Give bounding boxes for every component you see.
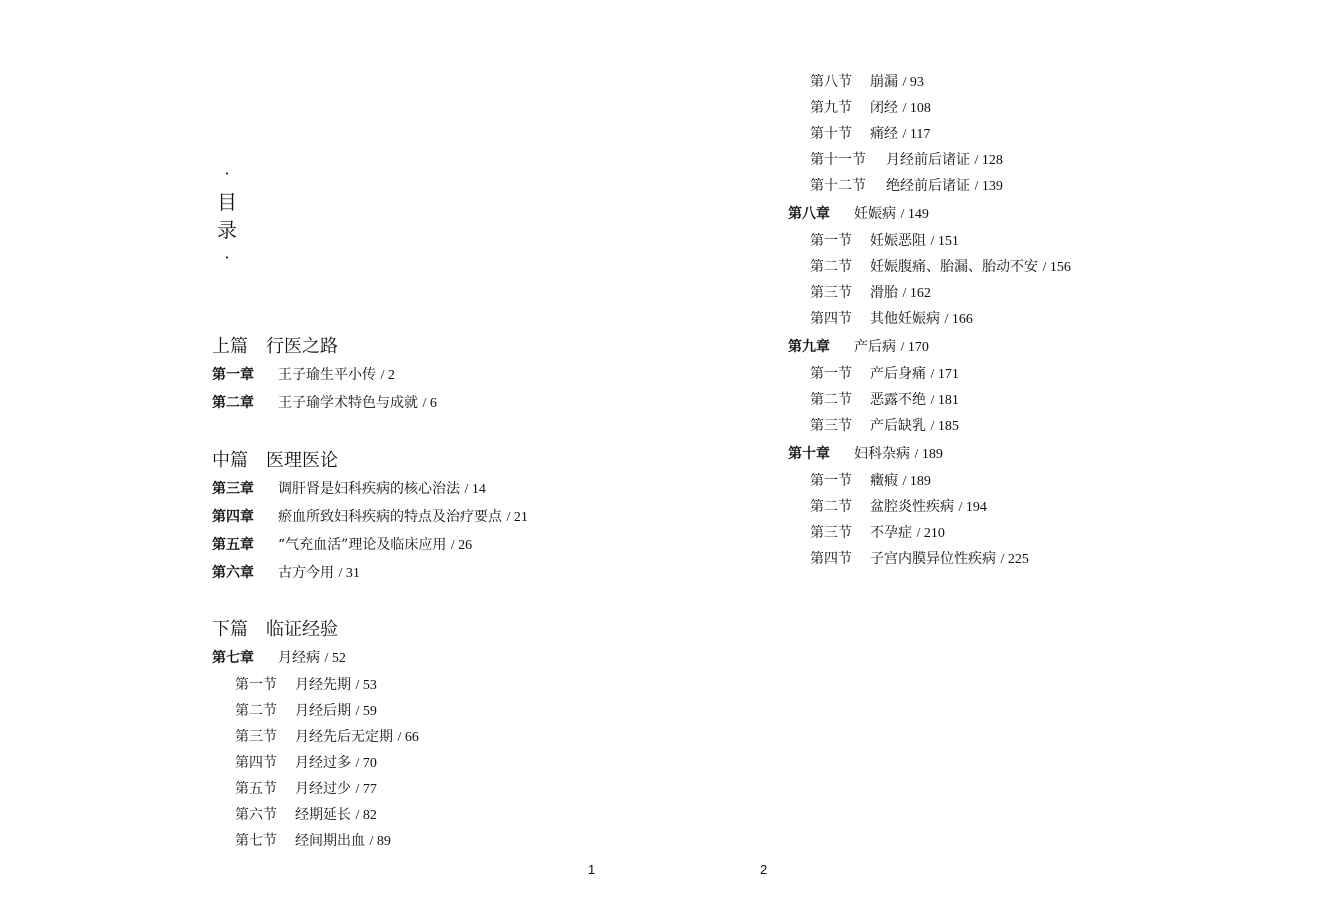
toc-section[interactable]	[235, 674, 377, 694]
section-title: 闭经	[870, 100, 898, 116]
entry-page: / 31	[338, 566, 360, 581]
part-name: 医理医论	[266, 450, 338, 471]
section-page: / 171	[930, 367, 959, 382]
entry-page: / 2	[380, 368, 395, 383]
section-number: 第三节	[810, 525, 852, 541]
section-number: 第三节	[235, 729, 277, 745]
section-title: 子宫内膜异位性疾病	[870, 551, 996, 567]
title-char-2: 录	[217, 218, 237, 242]
title-char-1: 目	[217, 190, 237, 214]
toc-entry[interactable]	[212, 506, 528, 526]
section-number: 第三节	[810, 285, 852, 301]
section-number: 第二节	[810, 499, 852, 515]
part-name: 行医之路	[266, 336, 338, 357]
section-page: / 139	[974, 179, 1003, 194]
entry-title: 王子瑜学术特色与成就	[278, 395, 418, 411]
toc-section[interactable]	[235, 804, 377, 824]
section-number: 第二节	[810, 259, 852, 275]
section-page: / 128	[974, 153, 1003, 168]
section-number: 第十节	[810, 126, 852, 142]
section-title: 月经后期	[295, 703, 351, 719]
entry-number: 第二章	[212, 395, 254, 411]
toc-section[interactable]	[810, 175, 1003, 195]
section-page: / 181	[930, 393, 959, 408]
section-title: 经间期出血	[295, 833, 365, 849]
section-number: 第七节	[235, 833, 277, 849]
section-number: 第四节	[810, 551, 852, 567]
section-number: 第八节	[810, 74, 852, 90]
entry-number: 第十章	[788, 446, 830, 462]
section-page: / 189	[902, 474, 931, 489]
entry-title: 王子瑜生平小传	[278, 367, 376, 383]
section-page: / 93	[902, 75, 924, 90]
entry-number: 第七章	[212, 650, 254, 666]
entry-title: 古方今用	[278, 565, 334, 581]
toc-section[interactable]	[810, 149, 1003, 169]
section-page: / 156	[1042, 260, 1071, 275]
toc-section[interactable]	[235, 726, 419, 746]
section-number: 第二节	[810, 392, 852, 408]
section-title: 癥瘕	[870, 473, 898, 489]
section-number: 第六节	[235, 807, 277, 823]
toc-section[interactable]	[235, 700, 377, 720]
toc-section[interactable]	[235, 830, 391, 850]
section-page: / 210	[916, 526, 945, 541]
section-number: 第十一节	[810, 152, 866, 168]
part-label: 下篇	[212, 619, 248, 640]
section-page: / 225	[1000, 552, 1029, 567]
page-number: 1	[588, 862, 596, 877]
toc-section[interactable]	[810, 470, 931, 490]
entry-title: 调肝肾是妇科疾病的核心治法	[278, 481, 460, 497]
section-title: 月经过多	[295, 755, 351, 771]
title-dot-bottom: ·	[224, 248, 230, 267]
section-page: / 166	[944, 312, 973, 327]
section-title: 产后身痛	[870, 366, 926, 382]
section-number: 第九节	[810, 100, 852, 116]
section-title: 崩漏	[870, 74, 898, 90]
toc-section[interactable]	[235, 778, 377, 798]
part-label: 上篇	[212, 336, 248, 357]
toc-section[interactable]	[810, 363, 959, 383]
section-title: 月经前后诸证	[886, 152, 970, 168]
entry-page: / 52	[324, 651, 346, 666]
page-number: 2	[760, 862, 768, 877]
toc-entry[interactable]	[212, 392, 437, 412]
section-number: 第五节	[235, 781, 277, 797]
section-number: 第二节	[235, 703, 277, 719]
entry-title: 妊娠病	[854, 206, 896, 222]
section-number: 第一节	[810, 366, 852, 382]
section-title: 月经先后无定期	[295, 729, 393, 745]
entry-page: / 149	[900, 207, 929, 222]
toc-section[interactable]	[810, 522, 945, 542]
section-page: / 82	[355, 808, 377, 823]
toc-section[interactable]	[810, 123, 930, 143]
toc-chapter[interactable]	[788, 203, 929, 223]
toc-section[interactable]	[810, 496, 987, 516]
entry-number: 第五章	[212, 537, 254, 553]
section-page: / 162	[902, 286, 931, 301]
toc-entry[interactable]	[212, 562, 360, 582]
toc-chapter[interactable]	[788, 443, 943, 463]
section-number: 第一节	[235, 677, 277, 693]
section-number: 第四节	[810, 311, 852, 327]
entry-number: 第九章	[788, 339, 830, 355]
section-title: 妊娠腹痛、胎漏、胎动不安	[870, 259, 1038, 275]
section-title: 滑胎	[870, 285, 898, 301]
section-title: 恶露不绝	[870, 392, 926, 408]
entry-number: 第一章	[212, 367, 254, 383]
toc-section[interactable]	[810, 256, 1071, 276]
toc-section[interactable]	[810, 230, 959, 250]
entry-page: / 170	[900, 340, 929, 355]
section-page: / 117	[902, 127, 931, 142]
section-title: 其他妊娠病	[870, 311, 940, 327]
section-title: 经期延长	[295, 807, 351, 823]
entry-page: / 21	[506, 510, 528, 525]
entry-page: / 14	[464, 482, 486, 497]
toc-section[interactable]	[235, 752, 377, 772]
toc-chapter[interactable]	[212, 647, 346, 667]
section-number: 第一节	[810, 473, 852, 489]
entry-title: 妇科杂病	[854, 446, 910, 462]
toc-section[interactable]	[810, 389, 959, 409]
section-page: / 108	[902, 101, 931, 116]
entry-title: 瘀血所致妇科疾病的特点及治疗要点	[278, 509, 502, 525]
toc-entry[interactable]	[212, 364, 395, 384]
section-page: / 66	[397, 730, 419, 745]
toc-section[interactable]	[810, 97, 931, 117]
entry-title: 产后病	[854, 339, 896, 355]
toc-entry[interactable]	[212, 478, 486, 498]
section-title: 绝经前后诸证	[886, 178, 970, 194]
part-heading-2[interactable]	[212, 446, 338, 472]
section-number: 第一节	[810, 233, 852, 249]
section-page: / 151	[930, 234, 959, 249]
section-title: 月经过少	[295, 781, 351, 797]
entry-title: “气充血活”理论及临床应用	[278, 537, 447, 553]
toc-section[interactable]	[810, 282, 931, 302]
section-title: 痛经	[870, 126, 898, 142]
toc-section[interactable]	[810, 308, 973, 328]
section-title: 妊娠恶阻	[870, 233, 926, 249]
toc-section[interactable]	[810, 71, 924, 91]
toc-chapter[interactable]	[788, 336, 929, 356]
part-name: 临证经验	[266, 619, 338, 640]
section-page: / 77	[355, 782, 377, 797]
part-label: 中篇	[212, 450, 248, 471]
section-number: 第十二节	[810, 178, 866, 194]
section-title: 盆腔炎性疾病	[870, 499, 954, 515]
toc-section[interactable]	[810, 548, 1029, 568]
section-number: 第三节	[810, 418, 852, 434]
section-title: 产后缺乳	[870, 418, 926, 434]
entry-page: / 189	[914, 447, 943, 462]
title-dot-top: ·	[224, 164, 230, 183]
section-page: / 194	[958, 500, 987, 515]
entry-page: / 6	[422, 396, 437, 411]
section-page: / 89	[369, 834, 391, 849]
part-heading-1[interactable]	[212, 332, 338, 358]
entry-page: / 26	[450, 538, 473, 553]
section-page: / 185	[930, 419, 959, 434]
section-title: 不孕症	[870, 525, 912, 541]
section-number: 第四节	[235, 755, 277, 771]
entry-title: 月经病	[278, 650, 320, 666]
section-title: 月经先期	[295, 677, 351, 693]
entry-number: 第六章	[212, 565, 254, 581]
toc-section[interactable]	[810, 415, 959, 435]
part-heading-3[interactable]	[212, 615, 338, 641]
section-page: / 59	[355, 704, 377, 719]
section-page: / 53	[355, 678, 377, 693]
toc-title	[212, 160, 242, 272]
right-page	[672, 0, 1344, 924]
toc-entry[interactable]	[212, 534, 472, 554]
entry-number: 第三章	[212, 481, 254, 497]
entry-number: 第八章	[788, 206, 830, 222]
section-page: / 70	[355, 756, 377, 771]
entry-number: 第四章	[212, 509, 254, 525]
